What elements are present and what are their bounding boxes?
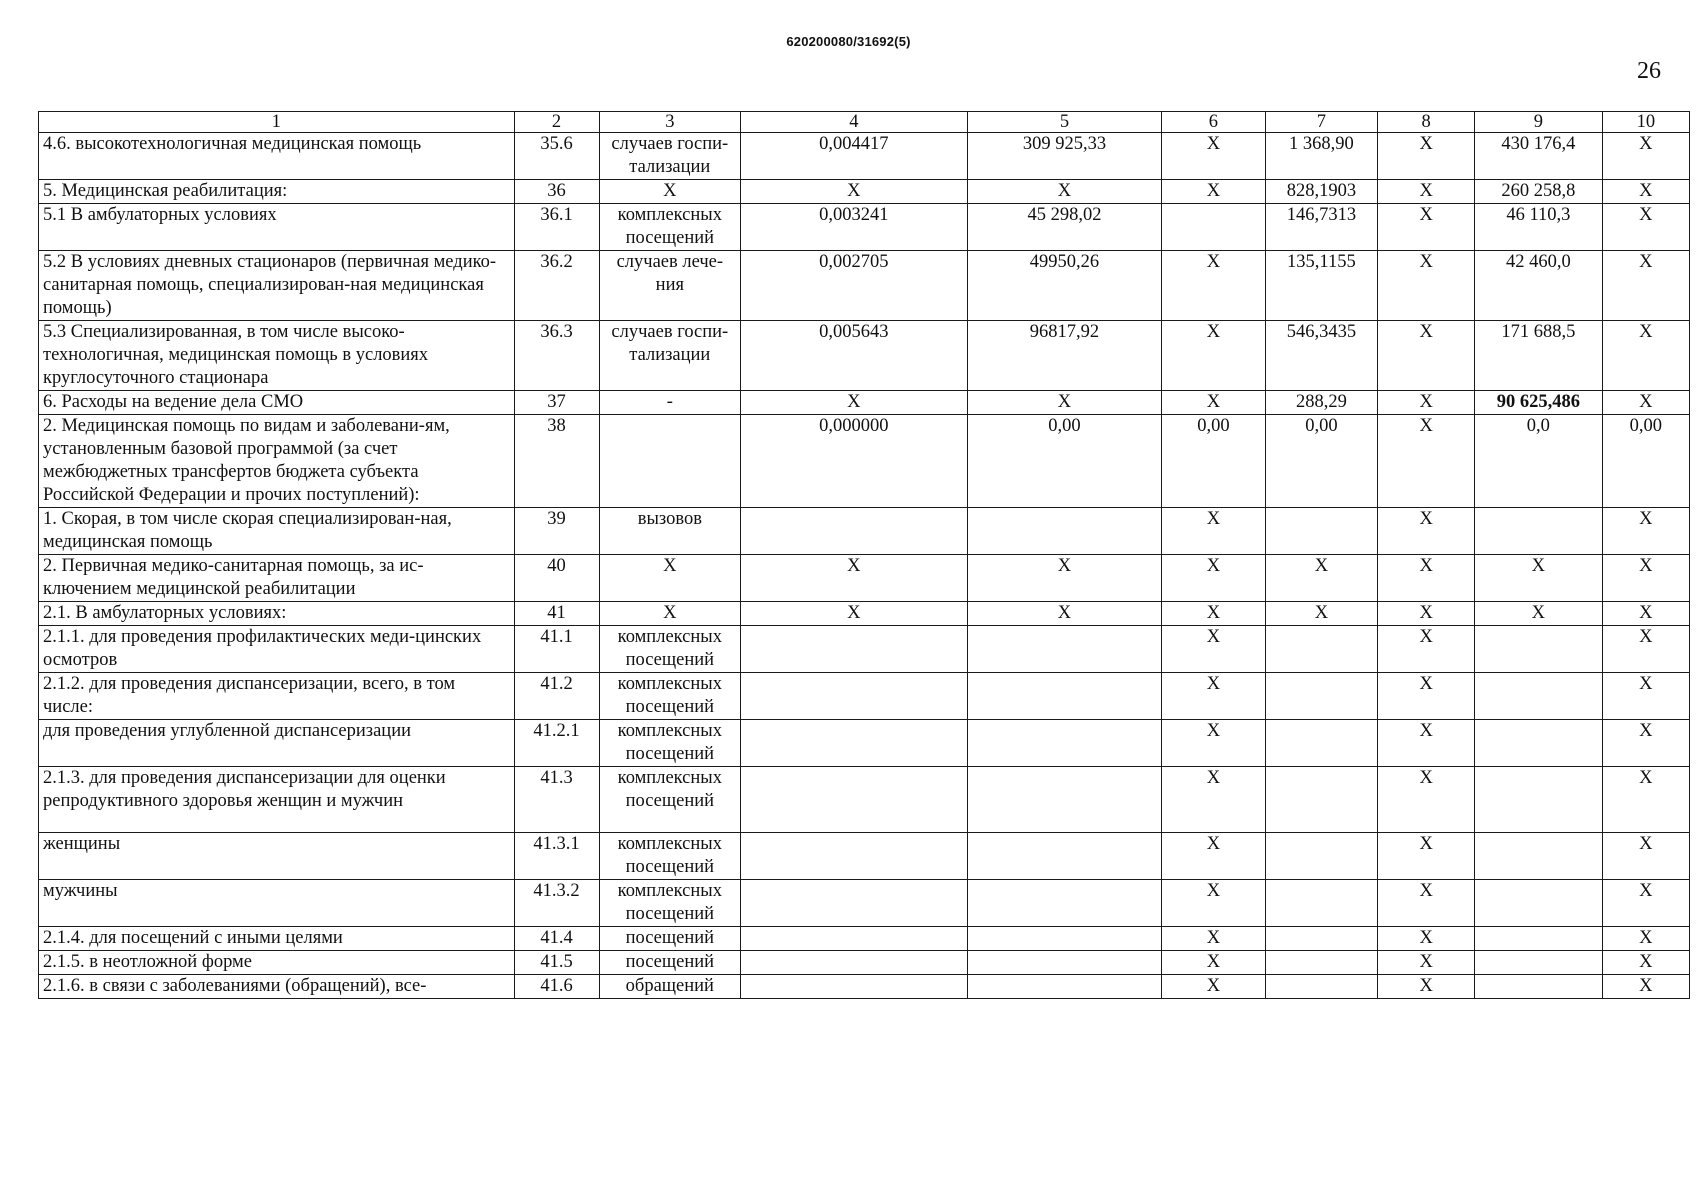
table-cell: X bbox=[741, 180, 968, 204]
table-cell: X bbox=[1378, 833, 1475, 880]
row-label-cell: 2. Первичная медико-санитарная помощь, за ис-ключением медицинской реабилитации bbox=[39, 555, 515, 602]
row-label-cell: 2.1.4. для посещений с иными целями bbox=[39, 927, 515, 951]
table-cell: X bbox=[1602, 204, 1689, 251]
col-header: 1 bbox=[39, 112, 515, 133]
table-cell: X bbox=[1378, 927, 1475, 951]
table-cell: 36 bbox=[514, 180, 599, 204]
row-label-cell: мужчины bbox=[39, 880, 515, 927]
table-cell: 171 688,5 bbox=[1475, 321, 1603, 391]
table-row bbox=[39, 321, 1690, 391]
table-cell: X bbox=[1162, 508, 1265, 555]
table-cell: случаев госпи-тализации bbox=[599, 133, 740, 180]
table-cell: 41.4 bbox=[514, 927, 599, 951]
table-row bbox=[39, 673, 1690, 720]
table-cell: 546,3435 bbox=[1265, 321, 1378, 391]
table-cell: комплексных посещений bbox=[599, 880, 740, 927]
table-cell: 46 110,3 bbox=[1475, 204, 1603, 251]
table-cell: 41.5 bbox=[514, 951, 599, 975]
table-cell: комплексных посещений bbox=[599, 673, 740, 720]
table-cell: X bbox=[1162, 133, 1265, 180]
table-row bbox=[39, 415, 1690, 508]
table-cell: X bbox=[1602, 927, 1689, 951]
table-cell: 41.3.1 bbox=[514, 833, 599, 880]
table-cell: X bbox=[1602, 321, 1689, 391]
table-cell: посещений bbox=[599, 927, 740, 951]
table-cell bbox=[741, 927, 968, 951]
table-cell: X bbox=[1162, 927, 1265, 951]
table-cell: X bbox=[599, 180, 740, 204]
table-cell: 39 bbox=[514, 508, 599, 555]
table-cell: X bbox=[1378, 133, 1475, 180]
table-cell: X bbox=[1378, 391, 1475, 415]
table-cell: X bbox=[1475, 555, 1603, 602]
table-cell: X bbox=[1602, 391, 1689, 415]
table-cell bbox=[967, 951, 1162, 975]
table-cell: X bbox=[967, 391, 1162, 415]
table-cell: X bbox=[741, 555, 968, 602]
document-number: 620200080/31692(5) bbox=[786, 34, 911, 49]
table-body bbox=[39, 133, 1690, 999]
col-header: 9 bbox=[1475, 112, 1603, 133]
table-row bbox=[39, 204, 1690, 251]
table-cell bbox=[1162, 204, 1265, 251]
table-cell bbox=[1265, 833, 1378, 880]
col-header: 3 bbox=[599, 112, 740, 133]
table-cell: 41.3.2 bbox=[514, 880, 599, 927]
row-label-cell: для проведения углубленной диспансеризации bbox=[39, 720, 515, 767]
table-cell: X bbox=[1378, 508, 1475, 555]
table-row bbox=[39, 555, 1690, 602]
table-cell: X bbox=[1162, 720, 1265, 767]
table-cell: X bbox=[1378, 951, 1475, 975]
row-label-cell: 2.1.6. в связи с заболеваниями (обращений), все- bbox=[39, 975, 515, 999]
table-cell: X bbox=[1602, 251, 1689, 321]
table-cell bbox=[1475, 927, 1603, 951]
table-cell: комплексных посещений bbox=[599, 767, 740, 833]
table-cell: X bbox=[1265, 555, 1378, 602]
row-label-cell: 2.1. В амбулаторных условиях: bbox=[39, 602, 515, 626]
table-cell: 0,00 bbox=[1265, 415, 1378, 508]
table-cell: 37 bbox=[514, 391, 599, 415]
table-cell: X bbox=[1602, 555, 1689, 602]
table-cell: X bbox=[1162, 951, 1265, 975]
table-cell: 36.2 bbox=[514, 251, 599, 321]
table-cell: 96817,92 bbox=[967, 321, 1162, 391]
table-cell: комплексных посещений bbox=[599, 204, 740, 251]
row-label-cell: женщины bbox=[39, 833, 515, 880]
row-label-cell: 2. Медицинская помощь по видам и заболевани-ям, установленным базовой программой (за счет межбюджетных трансфертов бюджета субъекта Российской Федерации и прочих поступлений): bbox=[39, 415, 515, 508]
table-row bbox=[39, 391, 1690, 415]
row-label-cell: 2.1.2. для проведения диспансеризации, всего, в том числе: bbox=[39, 673, 515, 720]
table-cell: 288,29 bbox=[1265, 391, 1378, 415]
table-cell: X bbox=[599, 602, 740, 626]
table-cell bbox=[967, 673, 1162, 720]
table-cell bbox=[1475, 833, 1603, 880]
table-cell: 90 625,486 bbox=[1475, 391, 1603, 415]
table-cell bbox=[1475, 951, 1603, 975]
col-header: 7 bbox=[1265, 112, 1378, 133]
table-row bbox=[39, 880, 1690, 927]
table-cell: 41 bbox=[514, 602, 599, 626]
table-cell: X bbox=[1602, 508, 1689, 555]
table-row bbox=[39, 133, 1690, 180]
table-cell: X bbox=[741, 391, 968, 415]
table-cell: X bbox=[1602, 880, 1689, 927]
row-label-cell: 5.2 В условиях дневных стационаров (первичная медико-санитарная помощь, специализирован-ная медицинская помощь) bbox=[39, 251, 515, 321]
row-label-cell: 5.1 В амбулаторных условиях bbox=[39, 204, 515, 251]
table-cell: X bbox=[1378, 321, 1475, 391]
row-label-cell: 1. Скорая, в том числе скорая специализирован-ная, медицинская помощь bbox=[39, 508, 515, 555]
table-cell: X bbox=[1602, 951, 1689, 975]
table-row bbox=[39, 975, 1690, 999]
table-cell: X bbox=[1378, 415, 1475, 508]
table-cell bbox=[967, 927, 1162, 951]
table-cell: вызовов bbox=[599, 508, 740, 555]
table-cell: X bbox=[1378, 204, 1475, 251]
table-cell: 41.6 bbox=[514, 975, 599, 999]
table-cell bbox=[1265, 626, 1378, 673]
table-cell bbox=[741, 975, 968, 999]
table-cell: X bbox=[1602, 133, 1689, 180]
table-cell bbox=[967, 508, 1162, 555]
table-cell: X bbox=[1602, 767, 1689, 833]
table-cell: X bbox=[1162, 251, 1265, 321]
table-cell bbox=[1475, 626, 1603, 673]
col-header: 8 bbox=[1378, 112, 1475, 133]
table-cell bbox=[1265, 975, 1378, 999]
table-cell: 42 460,0 bbox=[1475, 251, 1603, 321]
table-row bbox=[39, 626, 1690, 673]
table-cell: X bbox=[1378, 975, 1475, 999]
table-cell: - bbox=[599, 391, 740, 415]
table-cell: 0,002705 bbox=[741, 251, 968, 321]
table-cell: 0,004417 bbox=[741, 133, 968, 180]
col-header: 10 bbox=[1602, 112, 1689, 133]
table-cell: 0,005643 bbox=[741, 321, 968, 391]
header-row bbox=[39, 112, 1690, 133]
table-cell: 309 925,33 bbox=[967, 133, 1162, 180]
table-cell bbox=[741, 833, 968, 880]
table-cell: 41.3 bbox=[514, 767, 599, 833]
row-label-cell: 6. Расходы на ведение дела СМО bbox=[39, 391, 515, 415]
table-cell: 41.1 bbox=[514, 626, 599, 673]
table-cell: X bbox=[1162, 880, 1265, 927]
table-cell: X bbox=[1378, 880, 1475, 927]
table-cell bbox=[1265, 767, 1378, 833]
table-cell: X bbox=[1378, 720, 1475, 767]
table-cell: X bbox=[1378, 251, 1475, 321]
table-cell bbox=[741, 880, 968, 927]
col-header: 4 bbox=[741, 112, 968, 133]
table-row bbox=[39, 508, 1690, 555]
table-cell: X bbox=[967, 555, 1162, 602]
table-cell bbox=[741, 720, 968, 767]
table-cell: X bbox=[1602, 626, 1689, 673]
table-cell: X bbox=[1378, 602, 1475, 626]
table-cell: X bbox=[1602, 720, 1689, 767]
table-cell: X bbox=[1162, 321, 1265, 391]
table-cell: 260 258,8 bbox=[1475, 180, 1603, 204]
table-cell bbox=[967, 626, 1162, 673]
table-row bbox=[39, 951, 1690, 975]
table-cell: X bbox=[1475, 602, 1603, 626]
table-cell: X bbox=[967, 602, 1162, 626]
table-cell: 36.1 bbox=[514, 204, 599, 251]
table-cell: 1 368,90 bbox=[1265, 133, 1378, 180]
table-cell bbox=[967, 767, 1162, 833]
row-label-cell: 2.1.3. для проведения диспансеризации для оценки репродуктивного здоровья женщин и мужчин bbox=[39, 767, 515, 833]
table-cell bbox=[1475, 508, 1603, 555]
table-cell: 146,7313 bbox=[1265, 204, 1378, 251]
table-cell: X bbox=[1162, 833, 1265, 880]
table-cell: 135,1155 bbox=[1265, 251, 1378, 321]
table-cell bbox=[1475, 767, 1603, 833]
table-cell: X bbox=[1162, 391, 1265, 415]
table-cell: X bbox=[1378, 673, 1475, 720]
table-cell: X bbox=[1162, 602, 1265, 626]
row-label-cell: 5. Медицинская реабилитация: bbox=[39, 180, 515, 204]
table-cell: 36.3 bbox=[514, 321, 599, 391]
table-cell bbox=[741, 767, 968, 833]
table-cell: 0,00 bbox=[1602, 415, 1689, 508]
table-cell: 0,000000 bbox=[741, 415, 968, 508]
table-cell bbox=[1475, 673, 1603, 720]
table-cell: случаев госпи-тализации bbox=[599, 321, 740, 391]
table-cell: 41.2.1 bbox=[514, 720, 599, 767]
col-header: 2 bbox=[514, 112, 599, 133]
table-cell: 0,00 bbox=[967, 415, 1162, 508]
table-row bbox=[39, 180, 1690, 204]
table-cell: 45 298,02 bbox=[967, 204, 1162, 251]
table-cell: 40 bbox=[514, 555, 599, 602]
table-cell bbox=[967, 720, 1162, 767]
table-cell bbox=[967, 880, 1162, 927]
table-cell: комплексных посещений bbox=[599, 626, 740, 673]
table-cell bbox=[1265, 508, 1378, 555]
table-cell bbox=[741, 951, 968, 975]
table-cell bbox=[967, 833, 1162, 880]
table-cell bbox=[1265, 951, 1378, 975]
table-cell: X bbox=[1602, 602, 1689, 626]
table-row bbox=[39, 251, 1690, 321]
table-cell bbox=[741, 508, 968, 555]
table-cell: 41.2 bbox=[514, 673, 599, 720]
table-cell: 430 176,4 bbox=[1475, 133, 1603, 180]
table-cell: X bbox=[1602, 833, 1689, 880]
row-label-cell: 4.6. высокотехнологичная медицинская помощь bbox=[39, 133, 515, 180]
table-row bbox=[39, 833, 1690, 880]
table-row bbox=[39, 927, 1690, 951]
table-cell bbox=[1475, 720, 1603, 767]
table-cell bbox=[967, 975, 1162, 999]
row-label-cell: 2.1.5. в неотложной форме bbox=[39, 951, 515, 975]
table-cell: X bbox=[1378, 180, 1475, 204]
table-cell: X bbox=[1162, 673, 1265, 720]
table-cell bbox=[599, 415, 740, 508]
table-cell: 49950,26 bbox=[967, 251, 1162, 321]
table-cell bbox=[1475, 975, 1603, 999]
table-cell: 0,003241 bbox=[741, 204, 968, 251]
table-cell: X bbox=[1162, 180, 1265, 204]
table-cell: комплексных посещений bbox=[599, 720, 740, 767]
table-cell: X bbox=[1602, 180, 1689, 204]
table-row bbox=[39, 767, 1690, 833]
table-cell: X bbox=[741, 602, 968, 626]
col-header: 6 bbox=[1162, 112, 1265, 133]
table-cell bbox=[1265, 720, 1378, 767]
table-cell: X bbox=[1602, 975, 1689, 999]
table-cell: 38 bbox=[514, 415, 599, 508]
table-cell: 35.6 bbox=[514, 133, 599, 180]
table-cell: X bbox=[1602, 673, 1689, 720]
table-cell: X bbox=[1162, 555, 1265, 602]
table-cell: X bbox=[967, 180, 1162, 204]
table-cell bbox=[1475, 880, 1603, 927]
table-cell: посещений bbox=[599, 951, 740, 975]
table-cell: X bbox=[1378, 626, 1475, 673]
table-cell: X bbox=[1162, 975, 1265, 999]
table-row bbox=[39, 602, 1690, 626]
table-cell: X bbox=[1162, 767, 1265, 833]
table-cell: 0,0 bbox=[1475, 415, 1603, 508]
table-cell: комплексных посещений bbox=[599, 833, 740, 880]
table-cell: X bbox=[599, 555, 740, 602]
table-cell: 828,1903 bbox=[1265, 180, 1378, 204]
page-number: 26 bbox=[1637, 58, 1661, 84]
table-row bbox=[39, 720, 1690, 767]
table-cell bbox=[1265, 880, 1378, 927]
table-cell: X bbox=[1378, 767, 1475, 833]
table-cell bbox=[741, 673, 968, 720]
table-cell bbox=[1265, 673, 1378, 720]
table-cell: 0,00 bbox=[1162, 415, 1265, 508]
table-cell: случаев лече-ния bbox=[599, 251, 740, 321]
col-header: 5 bbox=[967, 112, 1162, 133]
row-label-cell: 2.1.1. для проведения профилактических меди-цинских осмотров bbox=[39, 626, 515, 673]
table-cell bbox=[1265, 927, 1378, 951]
table-cell bbox=[741, 626, 968, 673]
row-label-cell: 5.3 Специализированная, в том числе высоко-технологичная, медицинская помощь в условиях круглосуточного стационара bbox=[39, 321, 515, 391]
table-cell: X bbox=[1378, 555, 1475, 602]
data-table bbox=[38, 111, 1690, 999]
table-cell: X bbox=[1162, 626, 1265, 673]
table-cell: обращений bbox=[599, 975, 740, 999]
table-cell: X bbox=[1265, 602, 1378, 626]
